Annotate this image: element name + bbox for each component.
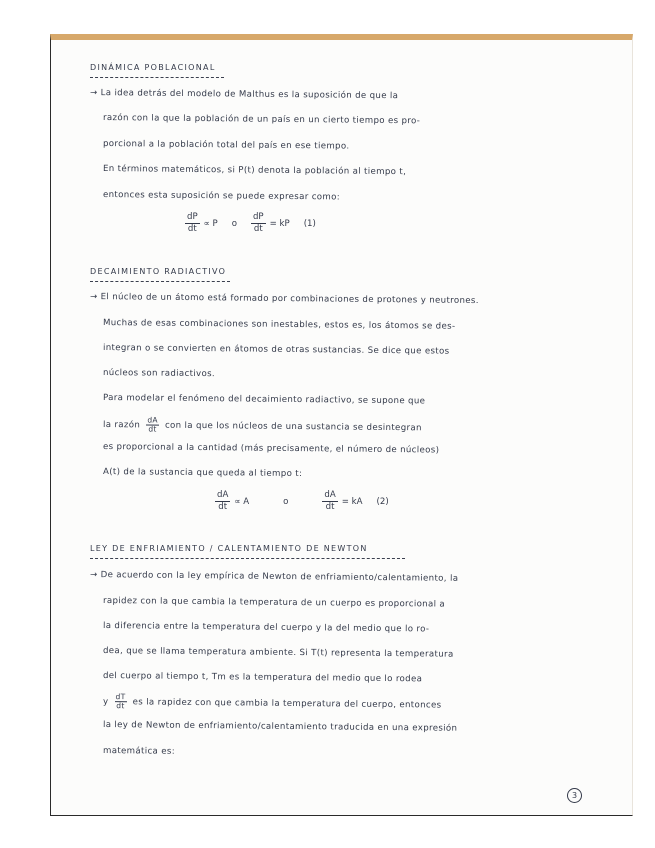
equation-term: = kP bbox=[269, 218, 290, 229]
inline-rest: con la que los núcleos de una sustancia se desintegran bbox=[164, 420, 422, 434]
text-line: razón con la que la población de un país en un cierto tiempo es pro- bbox=[102, 113, 421, 127]
equation-2 bbox=[215, 490, 389, 513]
text-line: Para modelar el fenómeno del decaimiento radiactivo, se supone que bbox=[102, 393, 426, 407]
text-line-with-fraction bbox=[103, 693, 442, 714]
equation-term: ∝ P bbox=[203, 218, 218, 229]
page-number: 3 bbox=[567, 788, 582, 803]
equation-number: (2) bbox=[376, 496, 389, 507]
inline-prefix: la razón bbox=[102, 420, 141, 431]
equation-term: ∝ A bbox=[234, 496, 250, 507]
fraction-denominator: dt bbox=[325, 502, 335, 512]
section-title-newton: LEY DE ENFRIAMIENTO / CALENTAMIENTO DE NEWTON bbox=[90, 544, 368, 553]
scan-margin-top bbox=[50, 0, 655, 34]
equation-1 bbox=[185, 212, 316, 235]
text-line: Muchas de esas combinaciones son inestables, estos es, los átomos se des- bbox=[102, 318, 456, 332]
text-line: → De acuerdo con la ley empírica de Newton de enfriamiento/calentamiento, la bbox=[89, 570, 459, 584]
text-line-with-fraction bbox=[103, 416, 422, 436]
fraction bbox=[185, 212, 200, 235]
text-line: En términos matemáticos, si P(t) denota la población al tiempo t, bbox=[102, 164, 407, 178]
fraction-numerator: dA bbox=[217, 490, 229, 500]
fraction-numerator: dP bbox=[187, 212, 198, 222]
equation-term: = kA bbox=[341, 496, 363, 507]
section-title-dinamica: DINÁMICA POBLACIONAL bbox=[90, 63, 216, 72]
text-line: núcleos son radiactivos. bbox=[102, 368, 216, 380]
equation-separator: o bbox=[283, 496, 289, 507]
text-line: la ley de Newton de enfriamiento/calentamiento traducida en una expresión bbox=[102, 720, 458, 734]
fraction-numerator: dA bbox=[147, 415, 158, 425]
title-underline bbox=[90, 558, 405, 559]
fraction-denominator: dt bbox=[218, 502, 228, 512]
text-line: entonces esta suposición se puede expresar como: bbox=[102, 190, 341, 203]
fraction bbox=[251, 212, 266, 235]
inline-prefix: y bbox=[102, 697, 109, 708]
fraction-denominator: dt bbox=[253, 224, 263, 234]
inline-rest: es la rapidez con que cambia la temperatura del cuerpo, entonces bbox=[132, 697, 442, 711]
text-line: integran o se convierten en átomos de otras sustancias. Se dice que estos bbox=[102, 343, 450, 357]
inline-fraction bbox=[146, 416, 159, 433]
equation-number: (1) bbox=[303, 218, 316, 229]
text-line: dea, que se llama temperatura ambiente. Si T(t) representa la temperatura bbox=[102, 646, 454, 660]
text-line: A(t) de la sustancia que queda al tiempo t: bbox=[102, 467, 303, 480]
fraction-numerator: dP bbox=[252, 212, 264, 222]
fraction-numerator: dT bbox=[115, 692, 126, 702]
text-line: matemática es: bbox=[102, 746, 176, 757]
section-title-decaimiento: DECAIMIENTO RADIACTIVO bbox=[90, 267, 227, 276]
text-line: del cuerpo al tiempo t, Tm es la temperatura del medio que lo rodea bbox=[102, 671, 423, 685]
text-line: → El núcleo de un átomo está formado por combinaciones de protones y neutrones. bbox=[89, 292, 479, 307]
text-line: rapidez con la que cambia la temperatura de un cuerpo es proporcional a bbox=[102, 596, 446, 610]
fraction-denominator: dt bbox=[148, 424, 157, 434]
inline-fraction bbox=[114, 693, 126, 710]
fraction bbox=[215, 490, 230, 513]
scan-margin-left bbox=[0, 0, 50, 848]
fraction-denominator: dt bbox=[116, 701, 125, 711]
title-underline bbox=[90, 77, 224, 78]
text-line: → La idea detrás del modelo de Malthus es la suposición de que la bbox=[89, 88, 399, 102]
fraction-denominator: dt bbox=[187, 224, 197, 234]
equation-separator: o bbox=[231, 218, 237, 229]
text-line: es proporcional a la cantidad (más precisamente, el número de núcleos) bbox=[102, 442, 440, 456]
fraction-numerator: dA bbox=[324, 490, 336, 500]
title-underline bbox=[90, 281, 230, 282]
fraction bbox=[322, 490, 337, 513]
text-line: la diferencia entre la temperatura del cuerpo y la del medio que lo ro- bbox=[102, 621, 430, 635]
text-line: porcional a la población total del país en ese tiempo. bbox=[102, 139, 350, 152]
